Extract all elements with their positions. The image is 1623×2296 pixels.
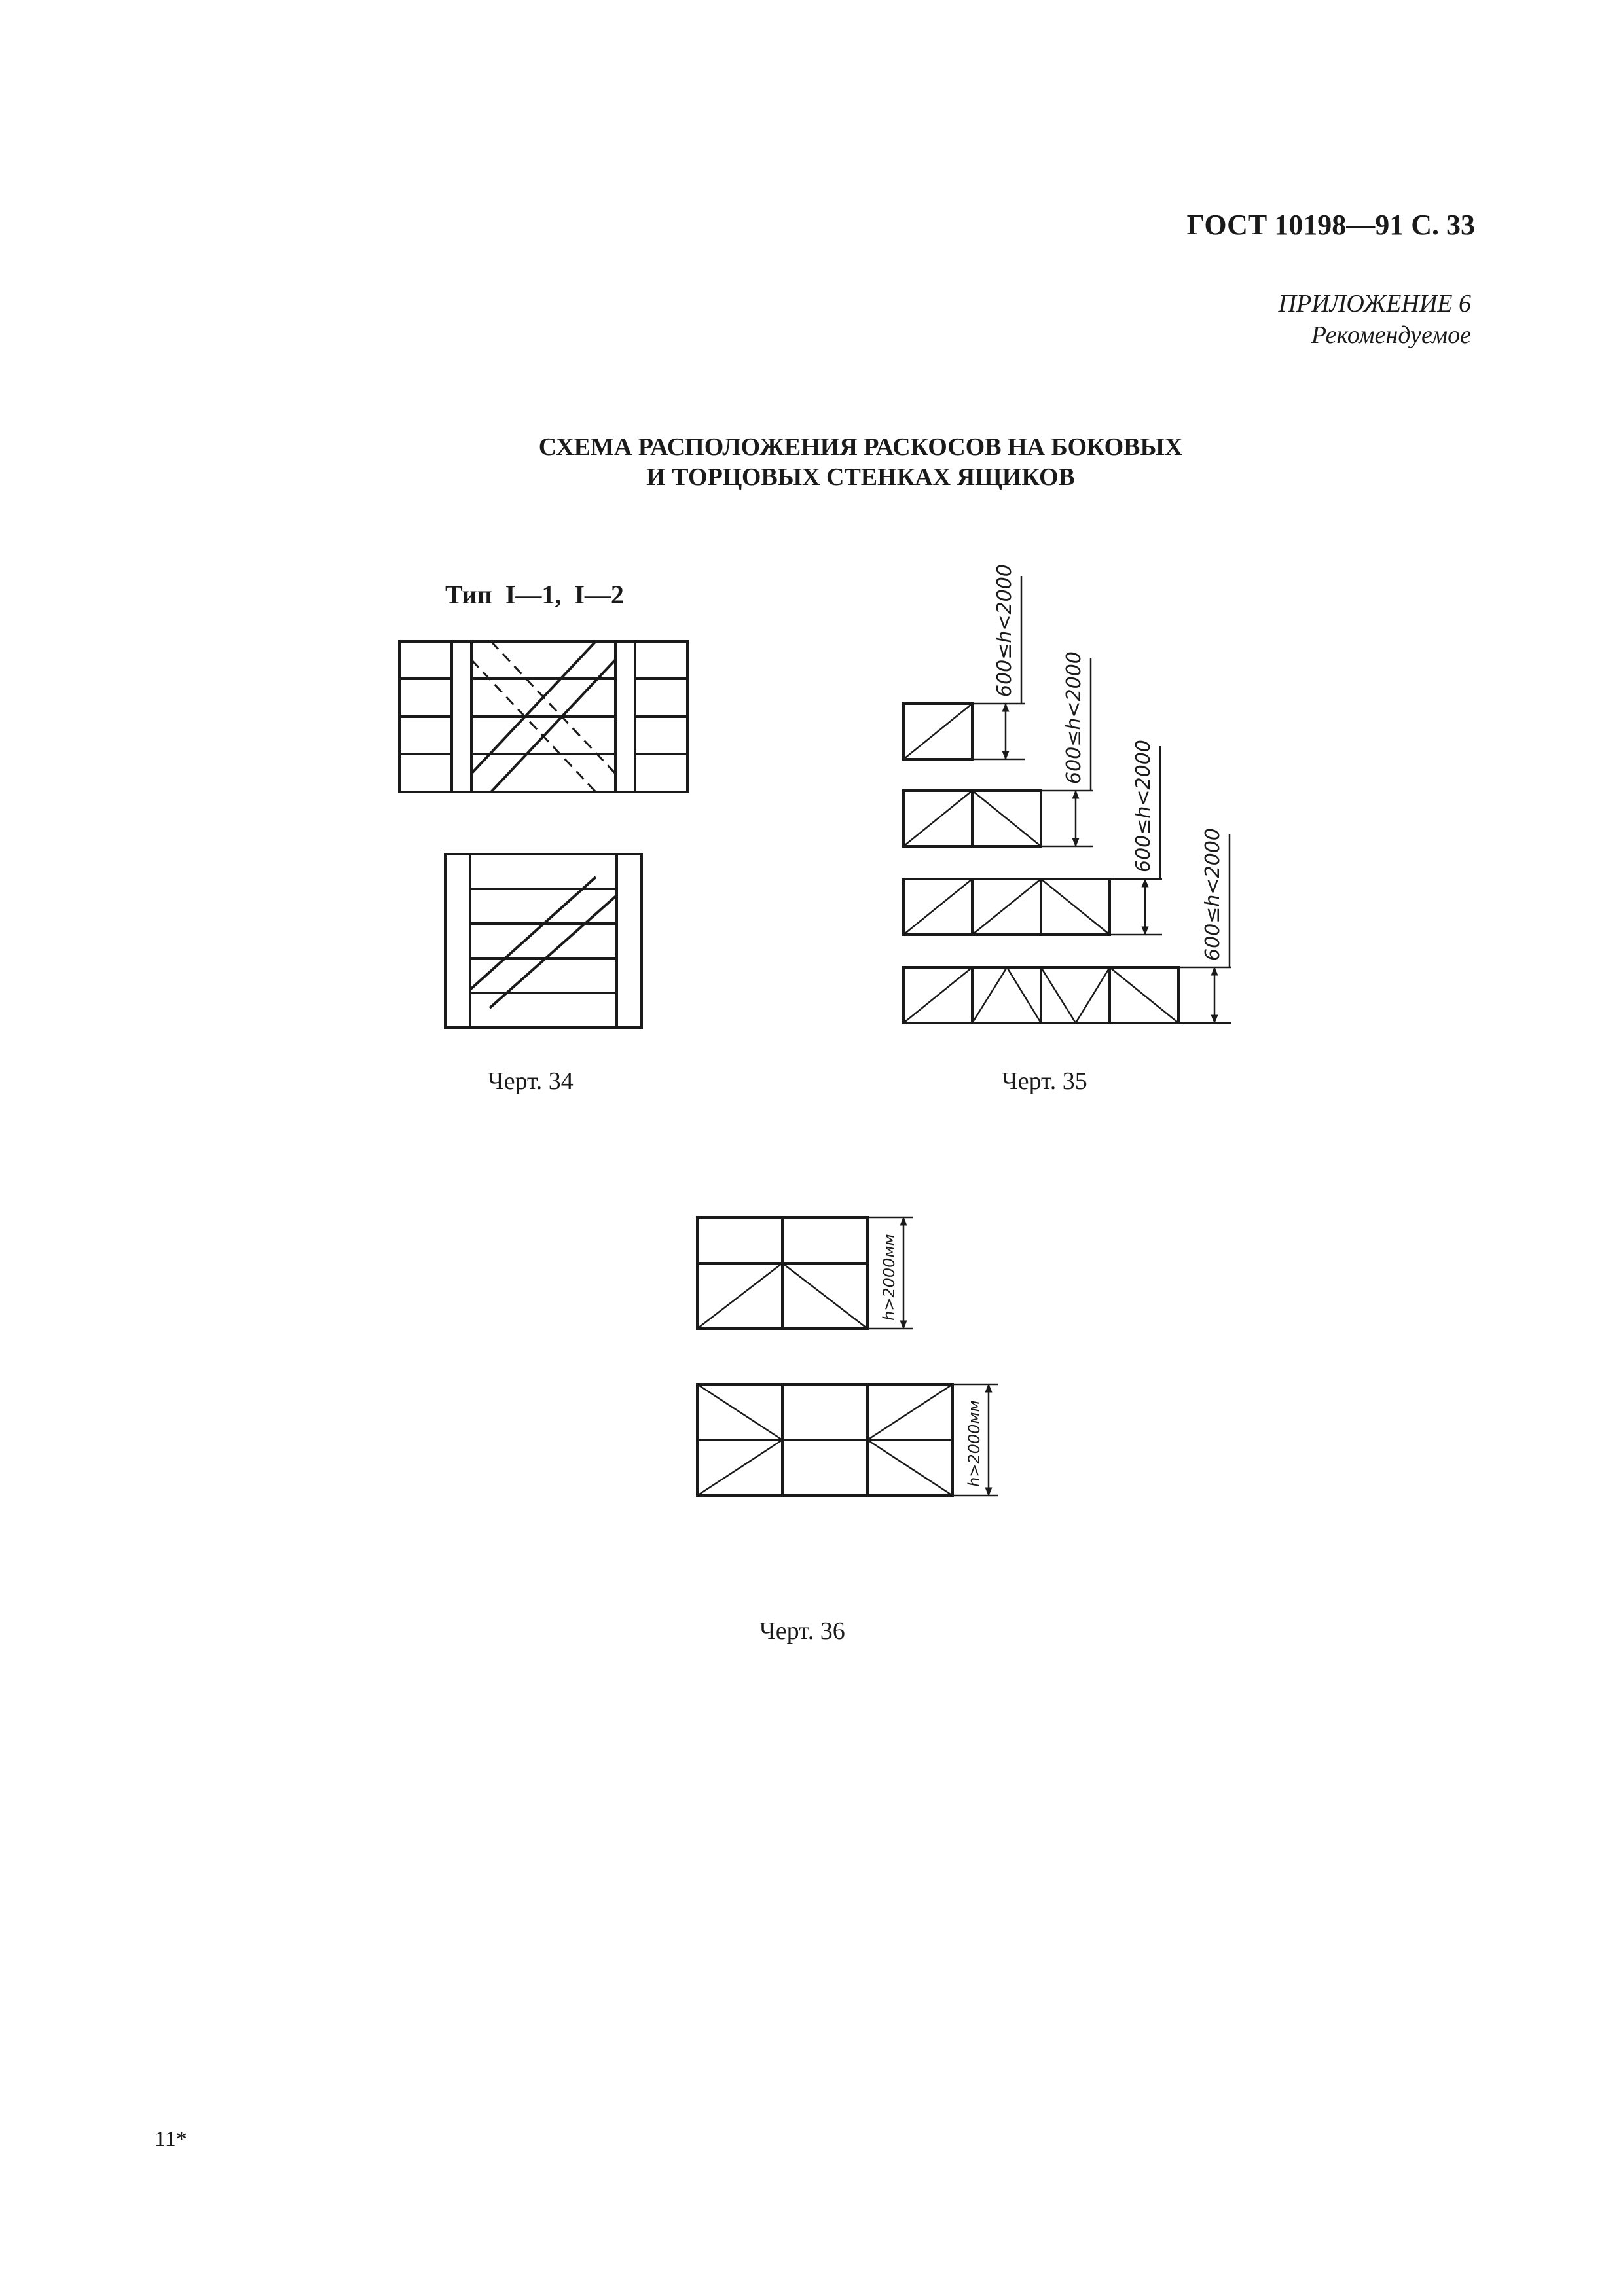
figure34-end-wall-drawing xyxy=(445,854,642,1028)
figure35-dim-label-3: 600≤h<2000 xyxy=(1132,740,1155,872)
appendix-status: Рекомендуемое xyxy=(1311,321,1471,349)
figure35-dim-label-1: 600≤h<2000 xyxy=(993,564,1016,697)
document-code: ГОСТ 10198—91 С. 33 xyxy=(1186,209,1475,241)
page-mark: 11* xyxy=(155,2127,187,2151)
figure35-dim-label-2: 600≤h<2000 xyxy=(1063,651,1085,784)
figure35-panel-4 xyxy=(903,834,1231,1023)
figure34-type-label: Тип I—1, I—2 xyxy=(445,580,624,609)
figure36-dim-label-2: h>2000мм xyxy=(965,1400,983,1487)
figure36-caption: Черт. 36 xyxy=(759,1617,845,1645)
appendix-label: ПРИЛОЖЕНИЕ 6 xyxy=(1278,290,1471,317)
figure35-dim-label-4: 600≤h<2000 xyxy=(1201,828,1224,961)
figure34-caption: Черт. 34 xyxy=(488,1067,574,1095)
figure34-side-wall-drawing xyxy=(399,641,687,792)
title-line-1: СХЕМА РАСПОЛОЖЕНИЯ РАСКОСОВ НА БОКОВЫХ xyxy=(538,433,1183,461)
figure35-caption: Черт. 35 xyxy=(1002,1067,1087,1095)
figure36-dim-label-1: h>2000мм xyxy=(880,1234,898,1321)
figure36-panel-2 xyxy=(697,1384,998,1496)
title-line-2: И ТОРЦОВЫХ СТЕНКАХ ЯЩИКОВ xyxy=(646,463,1075,491)
